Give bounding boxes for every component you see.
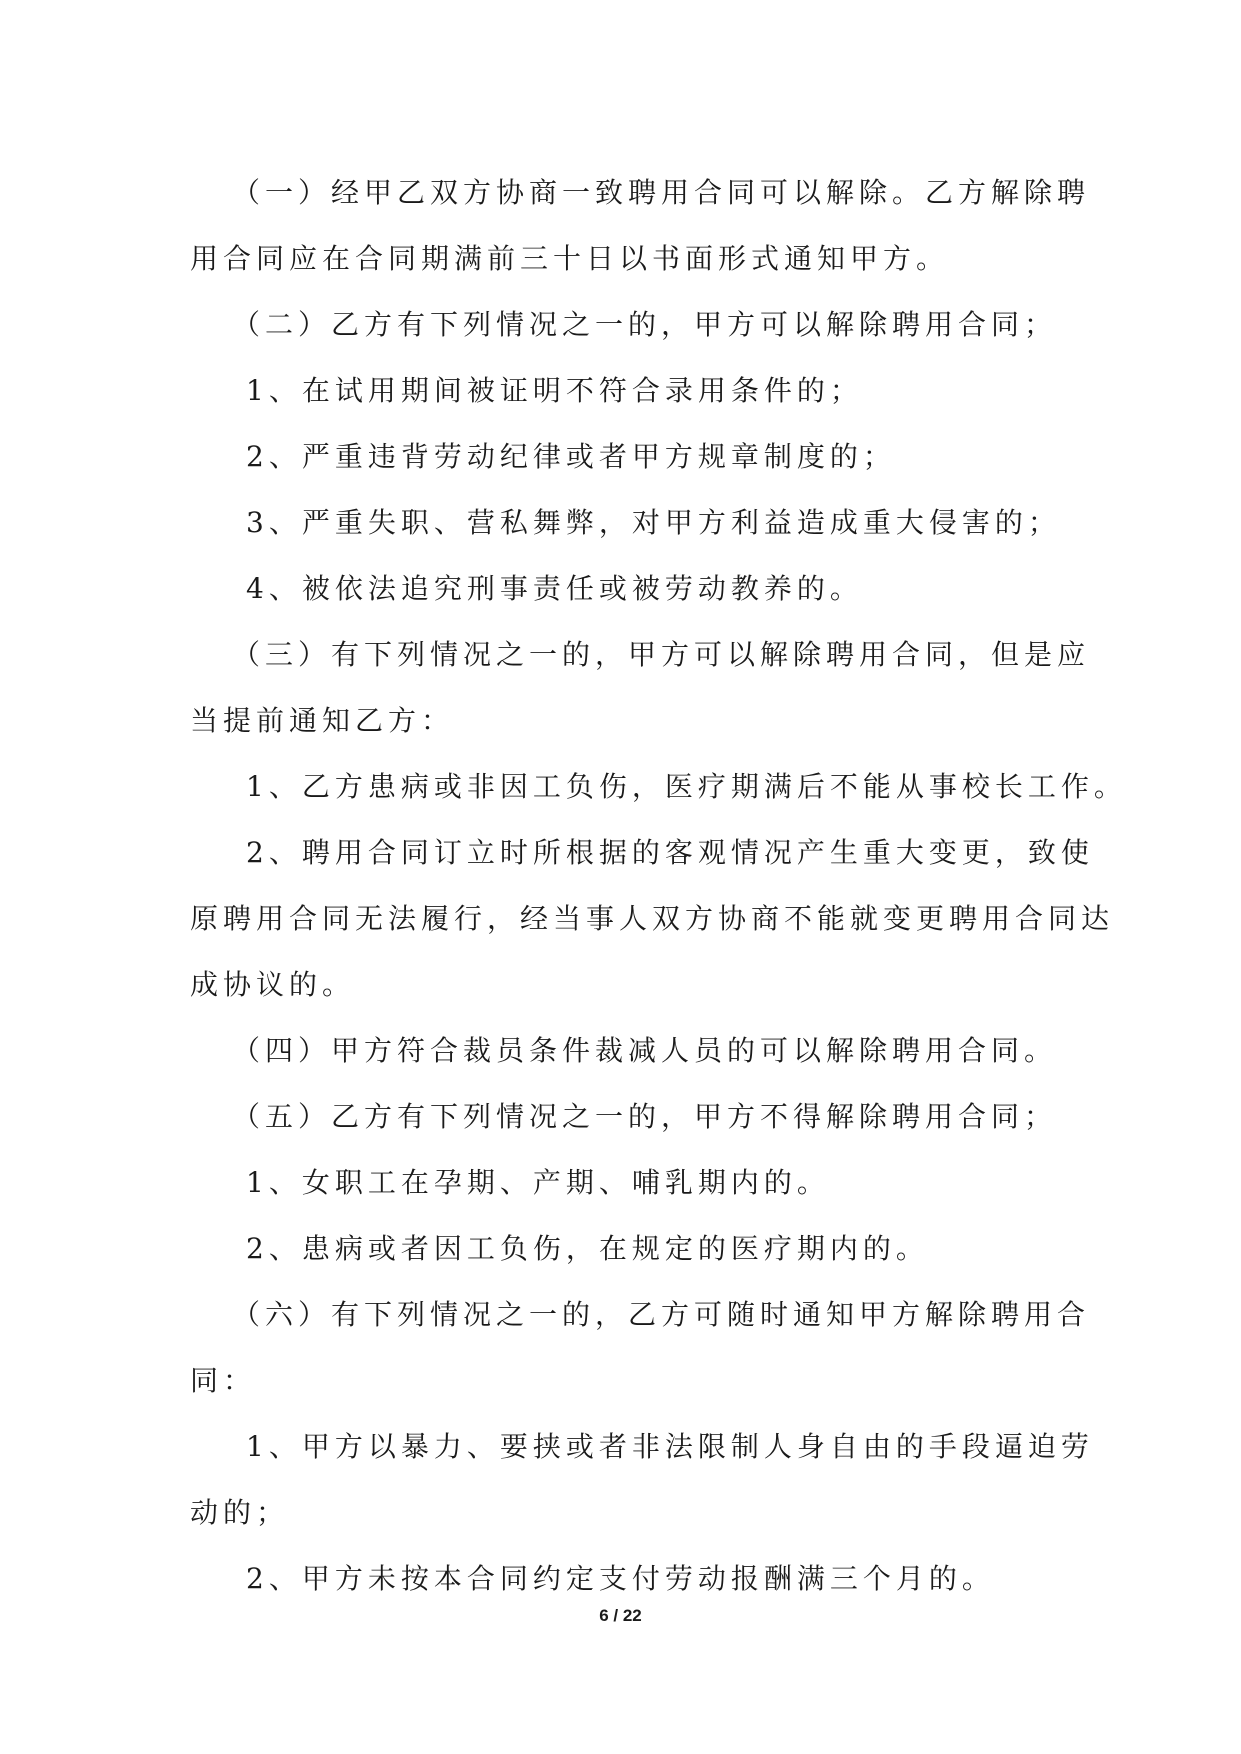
text-line: （五）乙方有下列情况之一的，甲方不得解除聘用合同； xyxy=(232,1100,1058,1133)
text-line: 用合同应在合同期满前三十日以书面形式通知甲方。 xyxy=(190,242,950,275)
text-line: 动的； xyxy=(190,1496,290,1529)
text-line: 成协议的。 xyxy=(190,968,356,1001)
text-line: 1、甲方以暴力、要挟或者非法限制人身自由的手段逼迫劳 xyxy=(246,1430,1094,1463)
text-line: 2、严重违背劳动纪律或者甲方规章制度的； xyxy=(246,440,896,473)
text-line: 2、甲方未按本合同约定支付劳动报酬满三个月的。 xyxy=(246,1562,995,1595)
text-line: 4、被依法追究刑事责任或被劳动教养的。 xyxy=(246,572,863,605)
text-line: （四）甲方符合裁员条件裁减人员的可以解除聘用合同。 xyxy=(232,1034,1058,1067)
text-line: （一）经甲乙双方协商一致聘用合同可以解除。乙方解除聘 xyxy=(232,176,1091,209)
text-line: （三）有下列情况之一的，甲方可以解除聘用合同，但是应 xyxy=(232,638,1091,671)
document-body xyxy=(190,160,1127,1612)
text-line: 2、患病或者因工负伤，在规定的医疗期内的。 xyxy=(246,1232,929,1265)
text-line: 同： xyxy=(190,1364,257,1397)
text-line: 1、乙方患病或非因工负伤，医疗期满后不能从事校长工作。 xyxy=(246,770,1127,803)
text-line: 当提前通知乙方： xyxy=(190,704,455,737)
text-line: 3、严重失职、营私舞弊，对甲方利益造成重大侵害的； xyxy=(246,506,1061,539)
text-line: 1、在试用期间被证明不符合录用条件的； xyxy=(246,374,863,407)
text-line: （二）乙方有下列情况之一的，甲方可以解除聘用合同； xyxy=(232,308,1058,341)
text-line: 原聘用合同无法履行，经当事人双方协商不能就变更聘用合同达 xyxy=(190,902,1115,935)
text-line: （六）有下列情况之一的，乙方可随时通知甲方解除聘用合 xyxy=(232,1298,1091,1331)
text-line: 1、女职工在孕期、产期、哺乳期内的。 xyxy=(246,1166,830,1199)
page-number: 6 / 22 xyxy=(599,1606,642,1625)
text-line: 2、聘用合同订立时所根据的客观情况产生重大变更，致使 xyxy=(246,836,1094,869)
